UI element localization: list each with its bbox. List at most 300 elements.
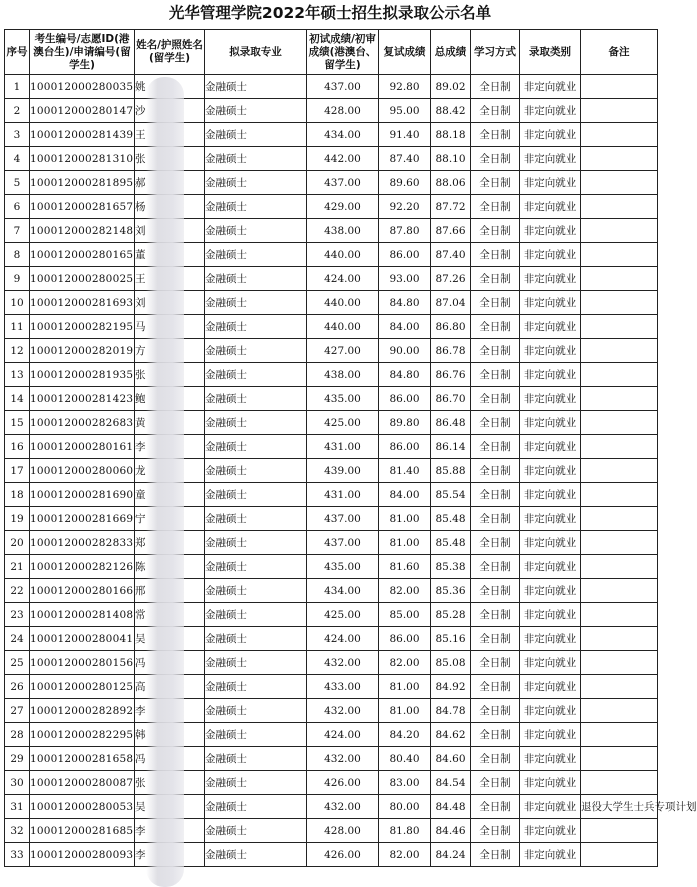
cell-admission-category: 非定向就业 <box>520 723 581 747</box>
header-candidate-id: 考生编号/志愿ID(港澳台生)/申请编号(留学生) <box>30 30 135 75</box>
cell-note <box>581 843 658 867</box>
cell-name <box>135 123 205 147</box>
cell-seq: 14 <box>5 387 30 411</box>
cell-note <box>581 123 658 147</box>
cell-initial-score: 425.00 <box>307 603 379 627</box>
name-visible-char: 冯 <box>135 753 146 765</box>
cell-total-score: 84.60 <box>431 747 471 771</box>
cell-candidate-id: 100012000282295 <box>30 723 135 747</box>
table-row <box>5 603 658 627</box>
cell-retest-score: 87.80 <box>379 219 431 243</box>
name-visible-char: 陈 <box>135 561 146 573</box>
cell-seq: 21 <box>5 555 30 579</box>
cell-note <box>581 243 658 267</box>
table-row <box>5 267 658 291</box>
cell-name <box>135 699 205 723</box>
cell-initial-score: 424.00 <box>307 627 379 651</box>
cell-major: 金融硕士 <box>205 507 307 531</box>
table-header-row <box>5 30 658 75</box>
cell-study-mode: 全日制 <box>471 483 520 507</box>
cell-admission-category: 非定向就业 <box>520 99 581 123</box>
table-row <box>5 747 658 771</box>
cell-study-mode: 全日制 <box>471 651 520 675</box>
cell-admission-category: 非定向就业 <box>520 147 581 171</box>
cell-name <box>135 387 205 411</box>
cell-initial-score: 433.00 <box>307 675 379 699</box>
cell-note <box>581 771 658 795</box>
table-row <box>5 627 658 651</box>
name-visible-char: 冯 <box>135 657 146 669</box>
name-visible-char: 李 <box>135 441 146 453</box>
table-row <box>5 819 658 843</box>
name-visible-char: 沙 <box>135 105 146 117</box>
cell-major: 金融硕士 <box>205 435 307 459</box>
cell-admission-category: 非定向就业 <box>520 291 581 315</box>
page-title: 光华管理学院2022年硕士招生拟录取公示名单 <box>168 4 492 22</box>
header-name: 姓名/护照姓名(留学生) <box>135 30 205 75</box>
cell-study-mode: 全日制 <box>471 243 520 267</box>
cell-admission-category: 非定向就业 <box>520 771 581 795</box>
cell-initial-score: 442.00 <box>307 147 379 171</box>
cell-major: 金融硕士 <box>205 147 307 171</box>
cell-initial-score: 437.00 <box>307 507 379 531</box>
cell-note <box>581 75 658 99</box>
cell-note <box>581 627 658 651</box>
cell-name <box>135 195 205 219</box>
cell-initial-score: 425.00 <box>307 411 379 435</box>
cell-seq: 28 <box>5 723 30 747</box>
cell-note <box>581 699 658 723</box>
cell-seq: 10 <box>5 291 30 315</box>
name-visible-char: 郝 <box>135 177 146 189</box>
cell-admission-category: 非定向就业 <box>520 435 581 459</box>
cell-study-mode: 全日制 <box>471 387 520 411</box>
cell-major: 金融硕士 <box>205 723 307 747</box>
cell-seq: 19 <box>5 507 30 531</box>
cell-seq: 29 <box>5 747 30 771</box>
cell-seq: 24 <box>5 627 30 651</box>
cell-seq: 27 <box>5 699 30 723</box>
cell-name <box>135 171 205 195</box>
cell-study-mode: 全日制 <box>471 459 520 483</box>
cell-initial-score: 437.00 <box>307 75 379 99</box>
cell-name <box>135 555 205 579</box>
table-row <box>5 675 658 699</box>
cell-initial-score: 438.00 <box>307 219 379 243</box>
cell-candidate-id: 100012000282148 <box>30 219 135 243</box>
name-visible-char: 刘 <box>135 297 146 309</box>
cell-study-mode: 全日制 <box>471 147 520 171</box>
cell-total-score: 87.72 <box>431 195 471 219</box>
cell-major: 金融硕士 <box>205 651 307 675</box>
cell-seq: 22 <box>5 579 30 603</box>
cell-name <box>135 411 205 435</box>
cell-study-mode: 全日制 <box>471 531 520 555</box>
cell-study-mode: 全日制 <box>471 771 520 795</box>
table-body <box>5 75 697 867</box>
cell-retest-score: 84.00 <box>379 483 431 507</box>
cell-retest-score: 81.80 <box>379 819 431 843</box>
cell-retest-score: 80.00 <box>379 795 431 819</box>
cell-study-mode: 全日制 <box>471 795 520 819</box>
cell-note <box>581 387 658 411</box>
cell-candidate-id: 100012000280156 <box>30 651 135 675</box>
cell-total-score: 84.62 <box>431 723 471 747</box>
cell-total-score: 84.24 <box>431 843 471 867</box>
cell-name <box>135 603 205 627</box>
cell-candidate-id: 100012000280035 <box>30 75 135 99</box>
table-row <box>5 75 658 99</box>
cell-note <box>581 483 658 507</box>
cell-total-score: 84.46 <box>431 819 471 843</box>
name-visible-char: 吴 <box>135 801 146 813</box>
table-row <box>5 99 658 123</box>
cell-retest-score: 84.80 <box>379 363 431 387</box>
cell-total-score: 84.54 <box>431 771 471 795</box>
cell-admission-category: 非定向就业 <box>520 699 581 723</box>
cell-retest-score: 80.40 <box>379 747 431 771</box>
table-row <box>5 555 658 579</box>
cell-candidate-id: 100012000281310 <box>30 147 135 171</box>
cell-seq: 7 <box>5 219 30 243</box>
cell-seq: 12 <box>5 339 30 363</box>
name-visible-char: 李 <box>135 825 146 837</box>
cell-admission-category: 非定向就业 <box>520 555 581 579</box>
cell-study-mode: 全日制 <box>471 219 520 243</box>
cell-note <box>581 411 658 435</box>
header-total-score: 总成绩 <box>431 30 471 75</box>
cell-major: 金融硕士 <box>205 99 307 123</box>
cell-candidate-id: 100012000280165 <box>30 243 135 267</box>
cell-candidate-id: 100012000282833 <box>30 531 135 555</box>
cell-name <box>135 459 205 483</box>
cell-total-score: 85.48 <box>431 507 471 531</box>
cell-admission-category: 非定向就业 <box>520 843 581 867</box>
cell-total-score: 87.40 <box>431 243 471 267</box>
cell-note <box>581 531 658 555</box>
table-row <box>5 723 658 747</box>
cell-study-mode: 全日制 <box>471 75 520 99</box>
header-initial-score: 初试成绩/初审成绩(港澳台、留学生) <box>307 30 379 75</box>
cell-admission-category: 非定向就业 <box>520 123 581 147</box>
cell-name <box>135 315 205 339</box>
cell-seq: 25 <box>5 651 30 675</box>
cell-retest-score: 86.00 <box>379 387 431 411</box>
cell-note <box>581 507 658 531</box>
cell-retest-score: 81.40 <box>379 459 431 483</box>
cell-initial-score: 424.00 <box>307 267 379 291</box>
cell-candidate-id: 100012000282019 <box>30 339 135 363</box>
cell-major: 金融硕士 <box>205 171 307 195</box>
cell-retest-score: 84.20 <box>379 723 431 747</box>
table-row <box>5 507 658 531</box>
cell-candidate-id: 100012000281657 <box>30 195 135 219</box>
cell-initial-score: 440.00 <box>307 243 379 267</box>
cell-name <box>135 723 205 747</box>
cell-major: 金融硕士 <box>205 819 307 843</box>
header-seq: 序号 <box>5 30 30 75</box>
cell-study-mode: 全日制 <box>471 675 520 699</box>
cell-candidate-id: 100012000280161 <box>30 435 135 459</box>
cell-seq: 23 <box>5 603 30 627</box>
cell-admission-category: 非定向就业 <box>520 195 581 219</box>
cell-study-mode: 全日制 <box>471 315 520 339</box>
cell-note <box>581 459 658 483</box>
cell-retest-score: 84.00 <box>379 315 431 339</box>
cell-candidate-id: 100012000280053 <box>30 795 135 819</box>
cell-study-mode: 全日制 <box>471 819 520 843</box>
name-visible-char: 马 <box>135 321 146 333</box>
table-row <box>5 531 658 555</box>
name-visible-char: 童 <box>135 489 146 501</box>
cell-admission-category: 非定向就业 <box>520 171 581 195</box>
cell-name <box>135 579 205 603</box>
cell-admission-category: 非定向就业 <box>520 819 581 843</box>
cell-total-score: 87.04 <box>431 291 471 315</box>
cell-initial-score: 431.00 <box>307 483 379 507</box>
cell-seq: 4 <box>5 147 30 171</box>
header-study-mode: 学习方式 <box>471 30 520 75</box>
cell-name <box>135 291 205 315</box>
cell-note <box>581 291 658 315</box>
table-row <box>5 459 658 483</box>
cell-seq: 31 <box>5 795 30 819</box>
cell-admission-category: 非定向就业 <box>520 675 581 699</box>
cell-retest-score: 81.00 <box>379 699 431 723</box>
cell-study-mode: 全日制 <box>471 291 520 315</box>
cell-note <box>581 819 658 843</box>
cell-candidate-id: 100012000282683 <box>30 411 135 435</box>
cell-initial-score: 432.00 <box>307 699 379 723</box>
cell-major: 金融硕士 <box>205 795 307 819</box>
cell-admission-category: 非定向就业 <box>520 219 581 243</box>
cell-retest-score: 86.00 <box>379 435 431 459</box>
cell-note <box>581 747 658 771</box>
cell-major: 金融硕士 <box>205 411 307 435</box>
cell-admission-category: 非定向就业 <box>520 483 581 507</box>
name-visible-char: 李 <box>135 849 146 861</box>
cell-total-score: 88.10 <box>431 147 471 171</box>
cell-admission-category: 非定向就业 <box>520 603 581 627</box>
cell-major: 金融硕士 <box>205 675 307 699</box>
name-visible-char: 王 <box>135 129 146 141</box>
cell-total-score: 84.92 <box>431 675 471 699</box>
cell-study-mode: 全日制 <box>471 627 520 651</box>
cell-admission-category: 非定向就业 <box>520 459 581 483</box>
cell-initial-score: 426.00 <box>307 771 379 795</box>
cell-major: 金融硕士 <box>205 219 307 243</box>
cell-major: 金融硕士 <box>205 387 307 411</box>
cell-admission-category: 非定向就业 <box>520 579 581 603</box>
header-admission-category: 录取类别 <box>520 30 581 75</box>
cell-major: 金融硕士 <box>205 243 307 267</box>
cell-candidate-id: 100012000281935 <box>30 363 135 387</box>
name-visible-char: 方 <box>135 345 146 357</box>
cell-study-mode: 全日制 <box>471 339 520 363</box>
cell-name <box>135 75 205 99</box>
cell-initial-score: 440.00 <box>307 291 379 315</box>
cell-retest-score: 95.00 <box>379 99 431 123</box>
cell-seq: 8 <box>5 243 30 267</box>
cell-name <box>135 675 205 699</box>
cell-candidate-id: 100012000282126 <box>30 555 135 579</box>
cell-major: 金融硕士 <box>205 531 307 555</box>
cell-major: 金融硕士 <box>205 75 307 99</box>
cell-note <box>581 435 658 459</box>
cell-note <box>581 339 658 363</box>
cell-major: 金融硕士 <box>205 339 307 363</box>
name-visible-char: 王 <box>135 273 146 285</box>
cell-initial-score: 426.00 <box>307 843 379 867</box>
cell-initial-score: 427.00 <box>307 339 379 363</box>
cell-retest-score: 83.00 <box>379 771 431 795</box>
cell-retest-score: 81.00 <box>379 531 431 555</box>
cell-retest-score: 91.40 <box>379 123 431 147</box>
cell-candidate-id: 100012000281669 <box>30 507 135 531</box>
cell-seq: 5 <box>5 171 30 195</box>
cell-total-score: 85.16 <box>431 627 471 651</box>
cell-total-score: 88.42 <box>431 99 471 123</box>
cell-retest-score: 82.00 <box>379 843 431 867</box>
cell-seq: 13 <box>5 363 30 387</box>
cell-name <box>135 651 205 675</box>
cell-seq: 11 <box>5 315 30 339</box>
header-retest-score: 复试成绩 <box>379 30 431 75</box>
cell-initial-score: 431.00 <box>307 435 379 459</box>
cell-study-mode: 全日制 <box>471 507 520 531</box>
cell-note <box>581 219 658 243</box>
cell-retest-score: 92.20 <box>379 195 431 219</box>
cell-initial-score: 435.00 <box>307 387 379 411</box>
cell-study-mode: 全日制 <box>471 195 520 219</box>
name-visible-char: 姚 <box>135 81 146 93</box>
cell-note <box>581 195 658 219</box>
name-visible-char: 宁 <box>135 513 146 525</box>
cell-total-score: 89.02 <box>431 75 471 99</box>
cell-initial-score: 434.00 <box>307 579 379 603</box>
cell-name <box>135 483 205 507</box>
cell-study-mode: 全日制 <box>471 843 520 867</box>
cell-total-score: 87.66 <box>431 219 471 243</box>
cell-name <box>135 147 205 171</box>
cell-retest-score: 89.80 <box>379 411 431 435</box>
cell-major: 金融硕士 <box>205 483 307 507</box>
name-visible-char: 鲍 <box>135 393 146 405</box>
cell-retest-score: 84.80 <box>379 291 431 315</box>
cell-seq: 2 <box>5 99 30 123</box>
name-visible-char: 黄 <box>135 417 146 429</box>
cell-study-mode: 全日制 <box>471 171 520 195</box>
cell-retest-score: 85.00 <box>379 603 431 627</box>
cell-study-mode: 全日制 <box>471 99 520 123</box>
cell-retest-score: 89.60 <box>379 171 431 195</box>
cell-note <box>581 171 658 195</box>
cell-admission-category: 非定向就业 <box>520 531 581 555</box>
cell-candidate-id: 100012000281439 <box>30 123 135 147</box>
cell-note <box>581 267 658 291</box>
cell-retest-score: 81.60 <box>379 555 431 579</box>
cell-study-mode: 全日制 <box>471 723 520 747</box>
cell-study-mode: 全日制 <box>471 579 520 603</box>
table-row <box>5 123 658 147</box>
cell-name <box>135 795 205 819</box>
cell-total-score: 86.76 <box>431 363 471 387</box>
cell-candidate-id: 100012000280041 <box>30 627 135 651</box>
name-visible-char: 张 <box>135 777 146 789</box>
cell-retest-score: 81.00 <box>379 675 431 699</box>
name-visible-char: 张 <box>135 153 146 165</box>
cell-initial-score: 429.00 <box>307 195 379 219</box>
cell-retest-score: 81.00 <box>379 507 431 531</box>
cell-seq: 3 <box>5 123 30 147</box>
cell-study-mode: 全日制 <box>471 435 520 459</box>
cell-admission-category: 非定向就业 <box>520 507 581 531</box>
cell-total-score: 86.48 <box>431 411 471 435</box>
table-row <box>5 483 658 507</box>
cell-total-score: 88.06 <box>431 171 471 195</box>
name-visible-char: 李 <box>135 705 146 717</box>
table-row <box>5 795 658 819</box>
cell-total-score: 86.80 <box>431 315 471 339</box>
cell-initial-score: 428.00 <box>307 819 379 843</box>
cell-candidate-id: 100012000281690 <box>30 483 135 507</box>
cell-initial-score: 437.00 <box>307 171 379 195</box>
cell-seq: 20 <box>5 531 30 555</box>
table-row <box>5 771 658 795</box>
cell-candidate-id: 100012000281895 <box>30 171 135 195</box>
table-row <box>5 843 658 867</box>
cell-initial-score: 440.00 <box>307 315 379 339</box>
name-visible-char: 董 <box>135 249 146 261</box>
table-row <box>5 291 658 315</box>
cell-admission-category: 非定向就业 <box>520 651 581 675</box>
cell-name <box>135 435 205 459</box>
cell-candidate-id: 100012000280087 <box>30 771 135 795</box>
cell-admission-category: 非定向就业 <box>520 627 581 651</box>
cell-name <box>135 363 205 387</box>
name-visible-char: 常 <box>135 609 146 621</box>
name-visible-char: 郑 <box>135 537 146 549</box>
cell-total-score: 84.78 <box>431 699 471 723</box>
cell-seq: 18 <box>5 483 30 507</box>
cell-initial-score: 435.00 <box>307 555 379 579</box>
cell-name <box>135 243 205 267</box>
cell-note <box>581 99 658 123</box>
cell-study-mode: 全日制 <box>471 699 520 723</box>
cell-candidate-id: 100012000282892 <box>30 699 135 723</box>
table-row <box>5 435 658 459</box>
cell-seq: 1 <box>5 75 30 99</box>
cell-total-score: 86.14 <box>431 435 471 459</box>
cell-note <box>581 723 658 747</box>
cell-candidate-id: 100012000280093 <box>30 843 135 867</box>
cell-candidate-id: 100012000282195 <box>30 315 135 339</box>
cell-candidate-id: 100012000281685 <box>30 819 135 843</box>
cell-candidate-id: 100012000281693 <box>30 291 135 315</box>
cell-note <box>581 675 658 699</box>
cell-total-score: 85.36 <box>431 579 471 603</box>
name-visible-char: 张 <box>135 369 146 381</box>
cell-major: 金融硕士 <box>205 747 307 771</box>
table-row <box>5 579 658 603</box>
cell-seq: 6 <box>5 195 30 219</box>
cell-candidate-id: 100012000280060 <box>30 459 135 483</box>
name-visible-char: 邢 <box>135 585 146 597</box>
cell-total-score: 85.88 <box>431 459 471 483</box>
cell-retest-score: 87.40 <box>379 147 431 171</box>
name-visible-char: 韩 <box>135 729 146 741</box>
cell-admission-category: 非定向就业 <box>520 387 581 411</box>
